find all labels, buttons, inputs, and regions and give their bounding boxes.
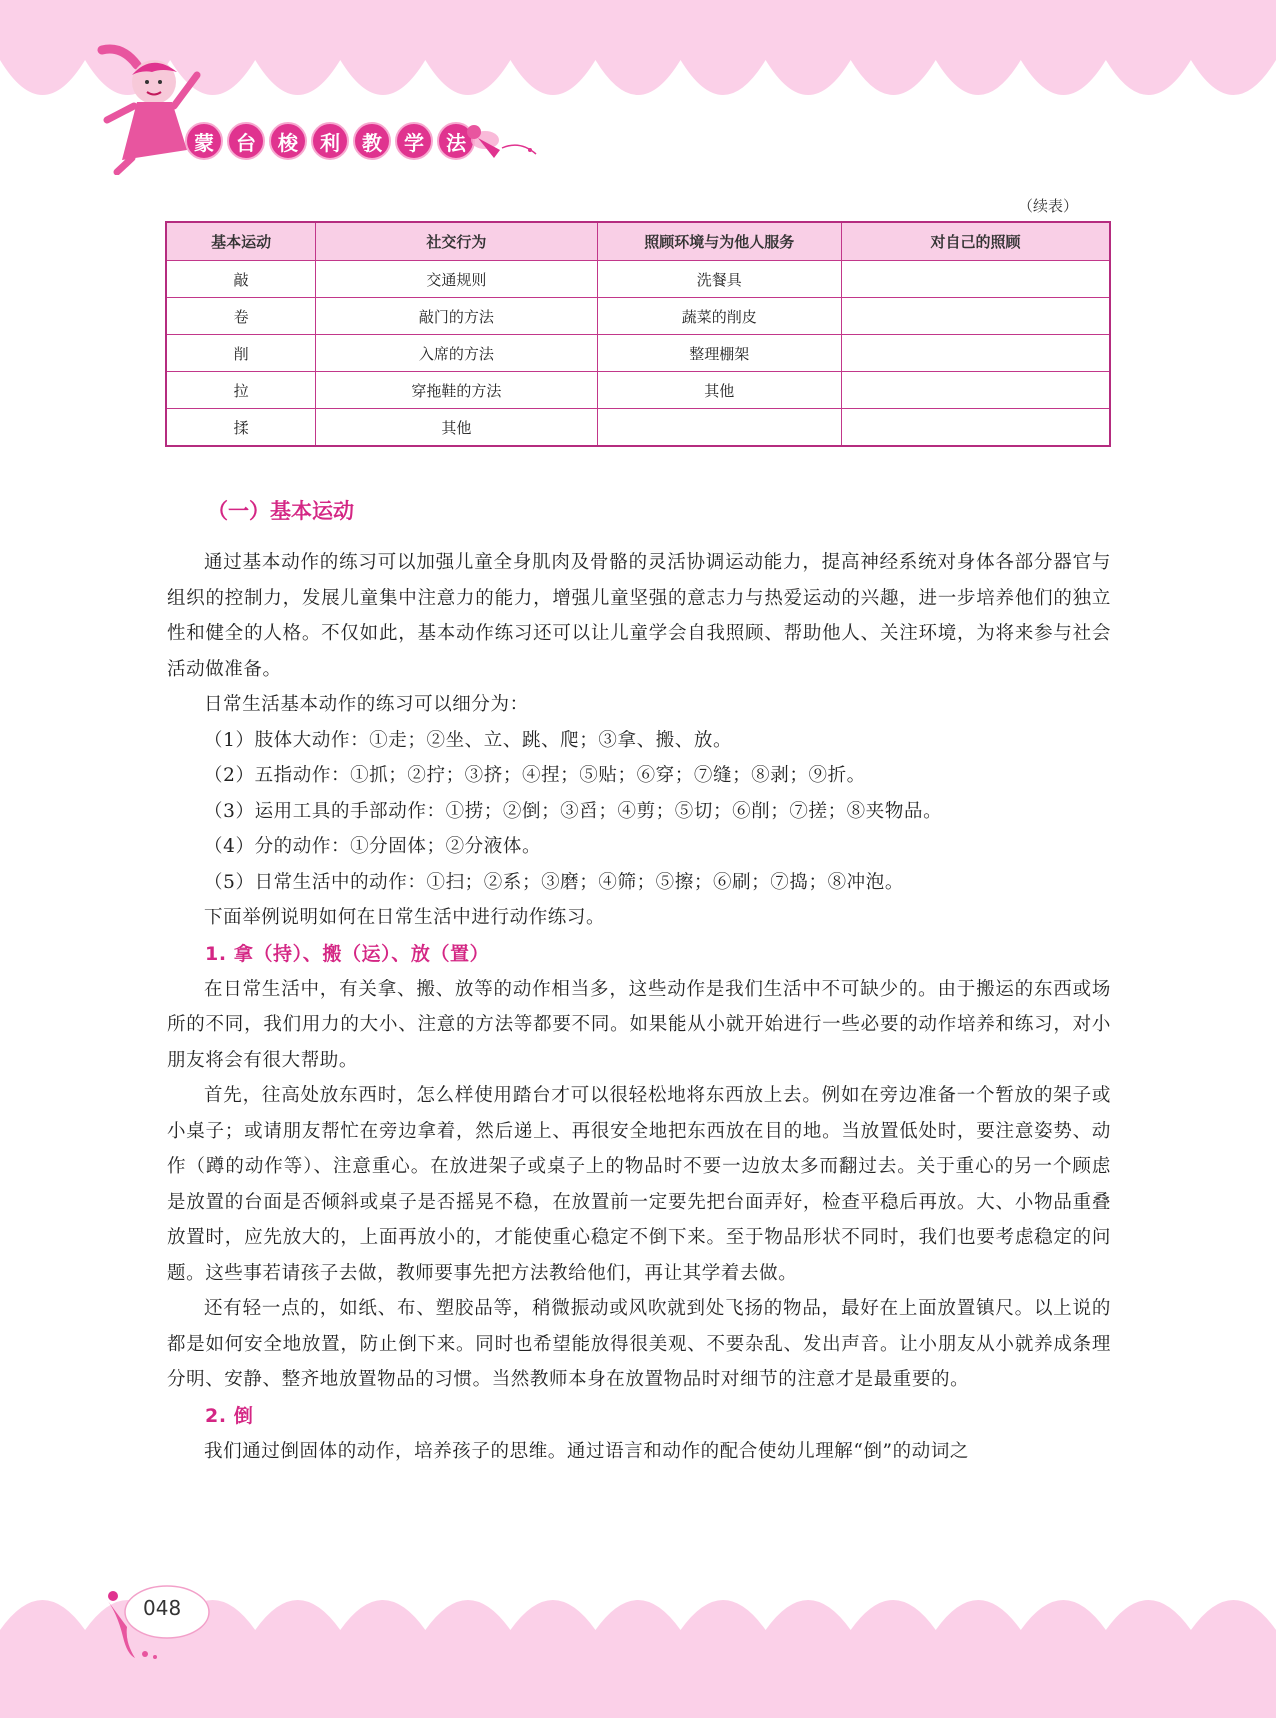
table-cell: [842, 298, 1110, 335]
table-cell: [842, 261, 1110, 298]
table-cell: 卷: [166, 298, 316, 335]
bird-badge-icon: [105, 1582, 215, 1662]
table-row: [166, 409, 1110, 447]
list-item: （4）分的动作：①分固体；②分液体。: [204, 836, 542, 857]
table-continued-label: （续表）: [1018, 197, 1079, 215]
table-row: [166, 335, 1110, 372]
paragraph: 下面举例说明如何在日常生活中进行动作练习。: [204, 907, 606, 928]
table-cell: [842, 335, 1110, 372]
table-header-cell: 基本运动: [166, 222, 316, 261]
table-cell: 其他: [316, 409, 597, 447]
title-char: 利: [311, 122, 349, 160]
table-header-cell: 照顾环境与为他人服务: [597, 222, 841, 261]
table-row: [166, 298, 1110, 335]
table-cell: 其他: [597, 372, 841, 409]
title-char: 教: [353, 122, 391, 160]
table-cell: [842, 409, 1110, 447]
paragraph: 还有轻一点的，如纸、布、塑胶品等，稍微振动或风吹就到处飞扬的物品，最好在上面放置镇尺。以上说的都是如何安全地放置，防止倒下来。同时也希望能放得很美观、不要杂乱、发出声音。让小朋友从小就养成条理分明、安静、整齐地放置物品的习惯。当然教师本身在放置物品时对细节的注意才是最重要的。: [167, 1298, 1111, 1390]
paragraph: 我们通过倒固体的动作，培养孩子的思维。通过语言和动作的配合使幼儿理解“倒”的动词之: [204, 1440, 970, 1462]
table-cell: 削: [166, 335, 316, 372]
table-row: [166, 261, 1110, 298]
list-item: （3）运用工具的手部动作：①捞；②倒；③舀；④剪；⑤切；⑥削；⑦搓；⑧夹物品。: [204, 800, 943, 822]
table-cell: [597, 409, 841, 447]
table-header-cell: 对自己的照顾: [842, 222, 1110, 261]
title-char: 法: [437, 122, 475, 160]
title-char: 台: [227, 122, 265, 160]
paragraph: 日常生活基本动作的练习可以细分为：: [204, 694, 529, 715]
paragraph: 在日常生活中，有关拿、搬、放等的动作相当多，这些动作是我们生活中不可缺少的。由于搬运的东西或场所的不同，我们用力的大小、注意的方法等都要不同。如果能从小就开始进行一些必要的动作培养和练习，对小朋友将会有很大帮助。: [167, 978, 1111, 1071]
table-cell: 入席的方法: [316, 335, 597, 372]
body-text: [167, 545, 1111, 1469]
table-row: [166, 372, 1110, 409]
list-item: （5）日常生活中的动作：①扫；②系；③磨；④筛；⑤擦；⑥刷；⑦捣；⑧冲泡。: [204, 871, 904, 893]
table-cell: 穿拖鞋的方法: [316, 372, 597, 409]
activity-table: [165, 221, 1111, 447]
table-cell: 拉: [166, 372, 316, 409]
table-cell: 敲: [166, 261, 316, 298]
list-item: （1）肢体大动作：①走；②坐、立、跳、爬；③拿、搬、放。: [204, 729, 733, 751]
section-title: （一）基本运动: [207, 499, 354, 523]
subsection-heading: 1. 拿（持）、搬（运）、放（置）: [205, 942, 490, 965]
table-cell: [842, 372, 1110, 409]
page-number: 048: [143, 1596, 182, 1620]
list-item: （2）五指动作：①抓；②拧；③挤；④捏；⑤贴；⑥穿；⑦缝；⑧剥；⑨折。: [204, 765, 866, 786]
table-cell: 蔬菜的削皮: [597, 298, 841, 335]
table-cell: 敲门的方法: [316, 298, 597, 335]
title-char: 梭: [269, 122, 307, 160]
table-cell: 洗餐具: [597, 261, 841, 298]
paragraph: 通过基本动作的练习可以加强儿童全身肌肉及骨骼的灵活协调运动能力，提高神经系统对身体各部分器官与组织的控制力，发展儿童集中注意力的能力，增强儿童坚强的意志力与热爱运动的兴趣，进一步培养他们的独立性和健全的人格。不仅如此，基本动作练习还可以让儿童学会自我照顾、帮助他人、关注环境，为将来参与社会活动做准备。: [167, 552, 1111, 680]
title-char: 蒙: [185, 122, 223, 160]
table-header-cell: 社交行为: [316, 222, 597, 261]
table-cell: 整理棚架: [597, 335, 841, 372]
table-header-row: [166, 222, 1110, 261]
subsection-heading: 2. 倒: [205, 1404, 254, 1427]
table-cell: 揉: [166, 409, 316, 447]
table-cell: 交通规则: [316, 261, 597, 298]
title-char: 学: [395, 122, 433, 160]
book-title: [185, 122, 475, 160]
fairy-icon: [450, 110, 540, 170]
paragraph: 首先，往高处放东西时，怎么样使用踏台才可以很轻松地将东西放上去。例如在旁边准备一个暂放的架子或小桌子；或请朋友帮忙在旁边拿着，然后递上、再很安全地把东西放在目的地。当放置低处时，要注意姿势、动作（蹲的动作等）、注意重心。在放进架子或桌子上的物品时不要一边放太多而翻过去。关于重心的另一个顾虑是放置的台面是否倾斜或桌子是否摇晃不稳，在放置前一定要先把台面弄好，检查平稳后再放。大、小物品重叠放置时，应先放大的，上面再放小的，才能使重心稳定不倒下来。至于物品形状不同时，我们也要考虑稳定的问题。这些事若请孩子去做，教师要事先把方法教给他们，再让其学着去做。: [167, 1085, 1111, 1284]
